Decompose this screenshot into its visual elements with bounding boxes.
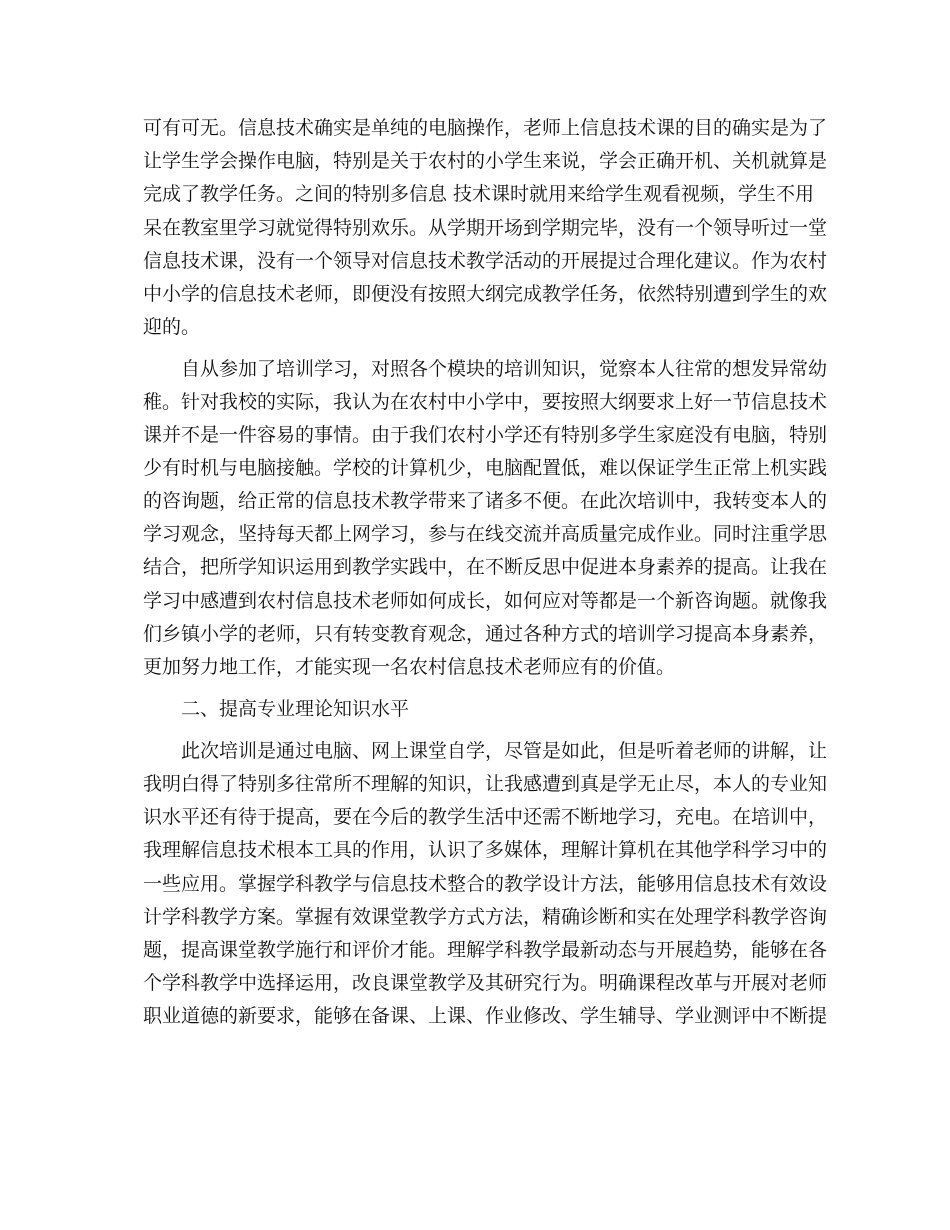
- paragraph-2-line-4: 少有时机与电脑接触。学校的计算机少，电脑配置低，难以保证学生正常上机实践: [143, 457, 828, 479]
- paragraph-2-line-7: 结合，把所学知识运用到教学实践中，在不断反思中促进本身素养的提高。让我在: [143, 556, 828, 578]
- paragraph-2-line-9: 们乡镇小学的老师，只有转变教育观念，通过各种方式的培训学习提高本身素养，: [143, 623, 828, 645]
- paragraph-3-line-2: 我明白得了特别多往常所不理解的知识，让我感遭到真是学无止尽，本人的专业知: [143, 773, 828, 795]
- paragraph-3-line-8: 个学科教学中选择运用，改良课堂教学及其研究行为。明确课程改革与开展对老师: [143, 972, 828, 994]
- paragraph-1-line-1: 可有可无。信息技术确实是单纯的电脑操作，老师上信息技术课的目的确实是为了: [143, 117, 828, 139]
- paragraph-2-line-5: 的咨询题，给正常的信息技术教学带来了诸多不便。在此次培训中，我转变本人的: [143, 490, 828, 512]
- paragraph-2-line-2: 稚。针对我校的实际，我认为在农村中小学中，要按照大纲要求上好一节信息技术: [143, 391, 828, 413]
- paragraph-3-line-6: 计学科教学方案。掌握有效课堂教学方式方法，精确诊断和实在处理学科教学咨询: [143, 906, 828, 928]
- paragraph-1-line-4: 呆在教室里学习就觉得特别欢乐。从学期开场到学期完毕，没有一个领导听过一堂: [143, 217, 828, 239]
- paragraph-3-line-9: 职业道德的新要求，能够在备课、上课、作业修改、学生辅导、学业测评中不断提: [143, 1005, 828, 1027]
- paragraph-1-line-7: 迎的。: [143, 316, 201, 338]
- paragraph-2-line-8: 学习中感遭到农村信息技术老师如何成长，如何应对等都是一个新咨询题。就像我: [143, 590, 828, 612]
- paragraph-3-line-5: 一些应用。掌握学科教学与信息技术整合的教学设计方法，能够用信息技术有效设: [143, 873, 828, 895]
- paragraph-1-line-6: 中小学的信息技术老师，即便没有按照大纲完成教学任务，依然特别遭到学生的欢: [143, 283, 828, 305]
- paragraph-2-line-1: 自从参加了培训学习，对照各个模块的培训知识，觉察本人往常的想发异常幼: [143, 358, 828, 380]
- paragraph-3-line-7: 题，提高课堂教学施行和评价才能。理解学科教学最新动态与开展趋势，能够在各: [143, 939, 828, 961]
- paragraph-3-line-3: 识水平还有待于提高，要在今后的教学生活中还需不断地学习，充电。在培训中，: [143, 806, 828, 828]
- paragraph-3-line-4: 我理解信息技术根本工具的作用，认识了多媒体，理解计算机在其他学科学习中的: [143, 839, 828, 861]
- paragraph-3-line-1: 此次培训是通过电脑、网上课堂自学，尽管是如此，但是听着老师的讲解，让: [143, 740, 828, 762]
- paragraph-1-line-2: 让学生学会操作电脑，特别是关于农村的小学生来说，学会正确开机、关机就算是: [143, 150, 828, 172]
- paragraph-1-line-3: 完成了教学任务。之间的特别多信息 技术课时就用来给学生观看视频，学生不用: [143, 183, 815, 205]
- paragraph-1-line-5: 信息技术课，没有一个领导对信息技术教学活动的开展提过合理化建议。作为农村: [143, 250, 828, 272]
- paragraph-2-line-6: 学习观念，坚持每天都上网学习，参与在线交流并高质量完成作业。同时注重学思: [143, 523, 828, 545]
- paragraph-2-line-3: 课并不是一件容易的事情。由于我们农村小学还有特别多学生家庭没有电脑，特别: [143, 424, 828, 446]
- section-heading: 二、提高专业理论知识水平: [143, 698, 410, 720]
- paragraph-2-line-10: 更加努力地工作，才能实现一名农村信息技术老师应有的价值。: [143, 656, 676, 678]
